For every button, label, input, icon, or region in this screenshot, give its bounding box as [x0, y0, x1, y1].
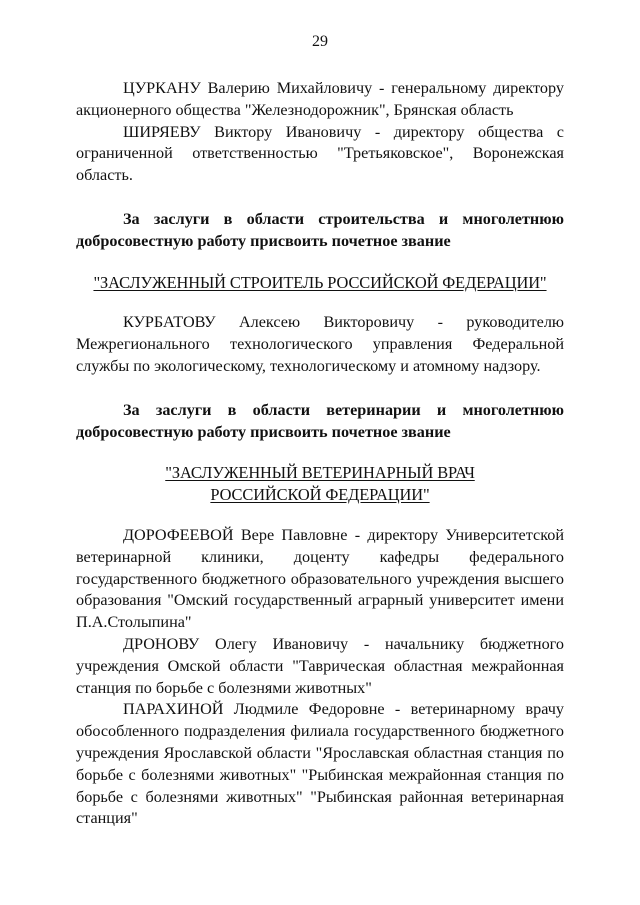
honorary-title-veterinary-line1: "ЗАСЛУЖЕННЫЙ ВЕТЕРИНАРНЫЙ ВРАЧ — [165, 463, 475, 483]
award-entry-dorofeeva: ДОРОФЕЕВОЙ Вере Павловне - директору Университетской ветеринарной клиники, доценту кафедры федерального государственного бюджетного образовательного учреждения высшего образования "Омский государственный аграрный университет имени П.А.Столыпина" — [76, 525, 564, 632]
award-entry-dronov: ДРОНОВУ Олегу Ивановичу - начальнику бюджетного учреждения Омской области "Таврическая областная межрайонная станция по борьбе с болезнями животных" — [76, 634, 564, 697]
page-number: 29 — [312, 33, 328, 50]
decree-veterinary: За заслуги в области ветеринарии и многолетнюю добросовестную работу присвоить почетное звание — [76, 400, 564, 441]
award-entry-shiryaev: ШИРЯЕВУ Виктору Ивановичу - директору общества с ограниченной ответственностью "Третьяковское", Воронежская область. — [76, 122, 564, 185]
award-entry-parakhina: ПАРАХИНОЙ Людмиле Федоровне - ветеринарному врачу обособленного подразделения филиала государственного бюджетного учреждения Ярославской области "Ярославская областная станция по борьбе с болезнями животных" "Рыбинская межрайонная станция по борьбе с болезнями животных" "Рыбинская районная ветеринарная станция" — [76, 700, 564, 828]
decree-construction: За заслуги в области строительства и многолетнюю добросовестную работу присвоить почетное звание — [76, 209, 564, 250]
honorary-title-construction: "ЗАСЛУЖЕННЫЙ СТРОИТЕЛЬ РОССИЙСКОЙ ФЕДЕРАЦИИ" — [93, 272, 547, 292]
document-body — [76, 78, 564, 830]
honorary-title-veterinary-line2: РОССИЙСКОЙ ФЕДЕРАЦИИ" — [210, 485, 430, 505]
award-entry-tsurkan: ЦУРКАНУ Валерию Михайловичу - генеральному директору акционерного общества "Железнодорожник", Брянская область — [76, 79, 564, 119]
award-entry-kurbatov: КУРБАТОВУ Алексею Викторовичу - руководителю Межрегионального технологического управления Федеральной службы по экологическому, технологическому и атомному надзору. — [76, 313, 564, 375]
